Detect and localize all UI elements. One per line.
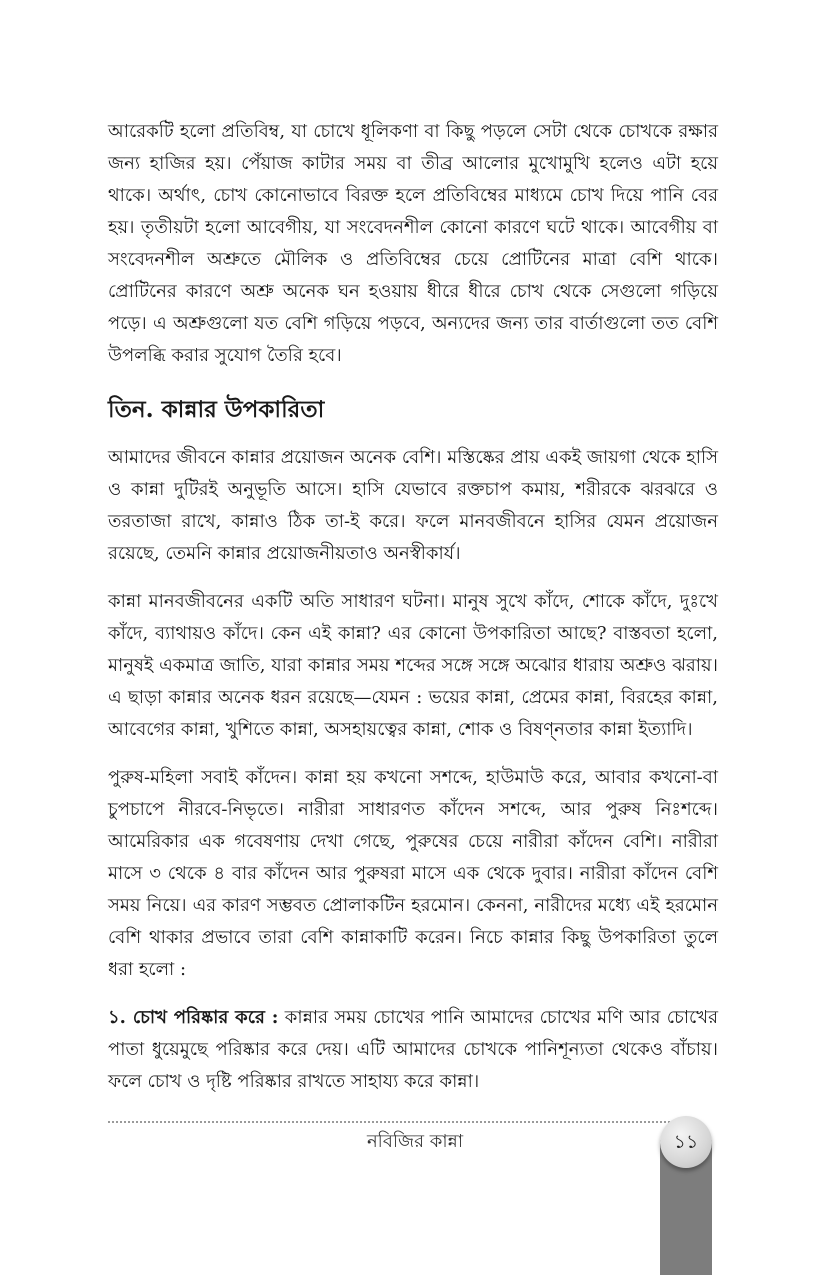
running-footer-title: নবিজির কান্না <box>366 1131 464 1152</box>
benefit-item-1-title: ১. চোখ পরিষ্কার করে : <box>108 1007 279 1028</box>
paragraph-types-of-crying: কান্না মানবজীবনের একটি অতি সাধারণ ঘটনা। মানুষ সুখে কাঁদে, শোকে কাঁদে, দুঃখে কাঁদে, ব্যাথায়ও কাঁদে। কেন এই কান্না? এর কোনো উপকারিতা আছে? বাস্তবতা হলো, মানুষই একমাত্র জাতি, যারা কান্নার সময় শব্দের সঙ্গে সঙ্গে অঝোর ধারায় অশ্রুও ঝরায়। এ ছাড়া কান্নার অনেক ধরন রয়েছে—যেমন : ভয়ের কান্না, প্রেমের কান্না, বিরহের কান্না, আবেগের কান্না, খুশিতে কান্না, অসহায়ত্বের কান্না, শোক ও বিষণ্নতার কান্না ইত্যাদি। <box>108 591 718 740</box>
paragraph-reflex-tears: আরেকটি হলো প্রতিবিম্ব, যা চোখে ধূলিকণা বা কিছু পড়লে সেটা থেকে চোখকে রক্ষার জন্য হাজির হয়। পেঁয়াজ কাটার সময় বা তীব্র আলোর মুখোমুখি হলেও এটা হয়ে থাকে। অর্থাৎ, চোখ কোনোভাবে বিরক্ত হলে প্রতিবিম্বের মাধ্যমে চোখ দিয়ে পানি বের হয়। তৃতীয়টা হলো আবেগীয়, যা সংবেদনশীল কোনো কারণে ঘটে থাকে। আবেগীয় বা সংবেদনশীল অশ্রুতে মৌলিক ও প্রতিবিম্বের চেয়ে প্রোটিনের মাত্রা বেশি থাকে। প্রোটিনের কারণে অশ্রু অনেক ঘন হওয়ায় ধীরে ধীরে চোখ থেকে সেগুলো গড়িয়ে পড়ে। এ অশ্রুগুলো যত বেশি গড়িয়ে পড়বে, অন্যদের জন্য তার বার্তাগুলো তত বেশি উপলব্ধি করার সুযোগ তৈরি হবে। <box>108 121 718 366</box>
benefit-item-1-text: কান্নার সময় চোখের পানি আমাদের চোখের মণি আর চোখের পাতা ধুয়েমুছে পরিষ্কার করে দেয়। এটি আমাদের চোখকে পানিশূন্যতা থেকেও বাঁচায়। ফলে চোখ ও দৃষ্টি পরিষ্কার রাখতে সাহায্য করে কান্না। <box>108 1007 718 1092</box>
section-heading: তিন. কান্নার উপকারিতা <box>108 396 325 423</box>
page-content <box>108 116 718 1114</box>
paragraph-men-women-crying: পুরুষ-মহিলা সবাই কাঁদেন। কান্না হয় কখনো সশব্দে, হাউমাউ করে, আবার কখনো-বা চুপচাপে নীরবে-নিভৃতে। নারীরা সাধারণত কাঁদেন সশব্দে, আর পুরুষ নিঃশব্দে। আমেরিকার এক গবেষণায় দেখা গেছে, পুরুষের চেয়ে নারীরা কাঁদেন বেশি। নারীরা মাসে ৩ থেকে ৪ বার কাঁদেন আর পুরুষরা মাসে এক থেকে দুবার। নারীরা কাঁদেন বেশি সময় নিয়ে। এর কারণ সম্ভবত প্রোলাকটিন হরমোন। কেননা, নারীদের মধ্যে এই হরমোন বেশি থাকার প্রভাবে তারা বেশি কান্নাকাটি করেন। নিচে কান্নার কিছু উপকারিতা তুলে ধরা হলো : <box>108 767 718 980</box>
paragraph-need-of-crying: আমাদের জীবনে কান্নার প্রয়োজন অনেক বেশি। মস্তিষ্কের প্রায় একই জায়গা থেকে হাসি ও কান্না দুটিরই অনুভূতি আসে। হাসি যেভাবে রক্তচাপ কমায়, শরীরকে ঝরঝরে ও তরতাজা রাখে, কান্নাও ঠিক তা-ই করে। ফলে মানবজীবনে হাসির যেমন প্রয়োজন রয়েছে, তেমনি কান্নার প্রয়োজনীয়তাও অনস্বীকার্য। <box>108 447 718 564</box>
footer-divider <box>108 1121 698 1123</box>
benefit-item-1 <box>108 1002 718 1098</box>
page-number-badge: ১১ <box>660 1116 712 1168</box>
